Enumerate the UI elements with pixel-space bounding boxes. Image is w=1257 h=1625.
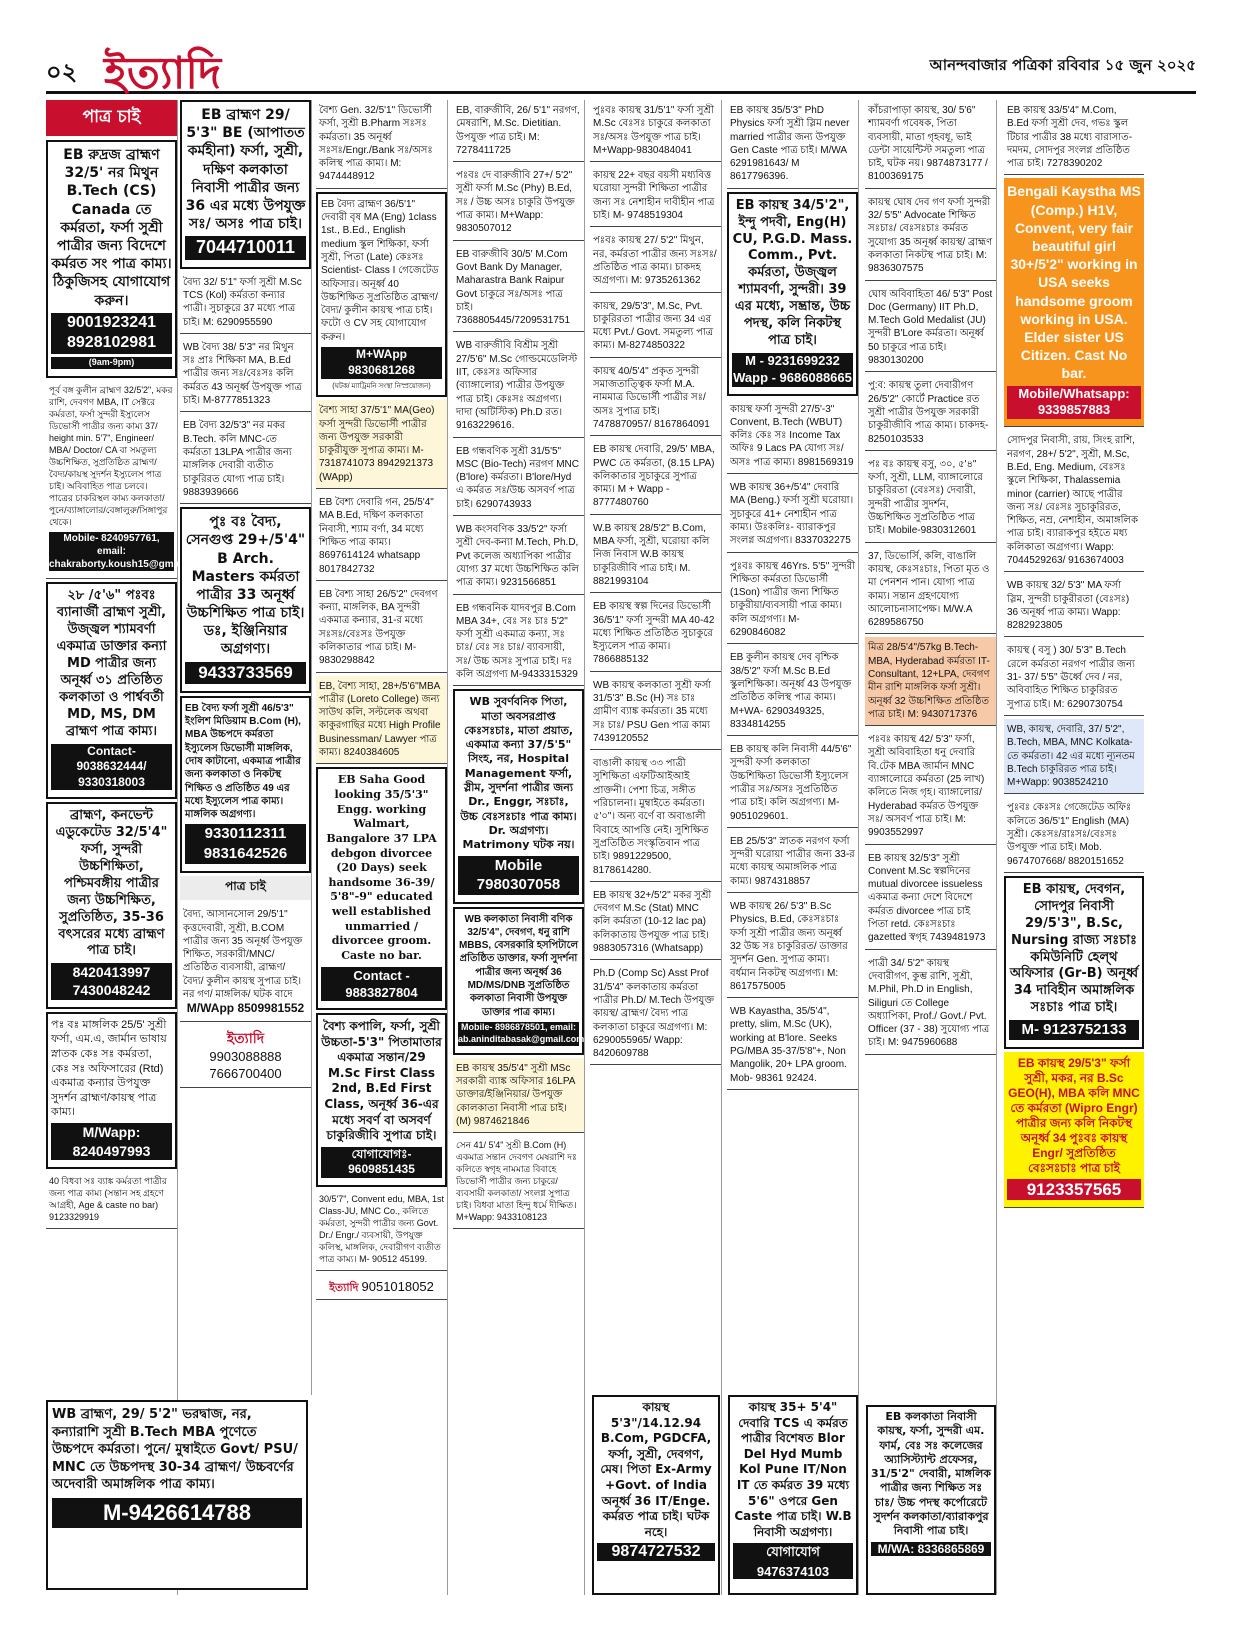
ad-text: বৈশ্য সাহা 37/5'1" MA(Geo) ফর্সা সুন্দরী ডিভোর্সী পাত্রীর জন্য উপযুক্ত সরকারী চাকুরীযুক্ত সুপাত্র কাম্য। M-7318741073 8942921373 (WApp): [319, 405, 435, 483]
column-5: [590, 100, 722, 1595]
office-title: ইত্যাদি: [329, 1281, 359, 1294]
ad-text: কায়স্থ 5'3"/14.12.94 B.Com, PGDCFA, ফর্সা, সুশ্রী, দেবগণ, মেষ। পিতা Ex-Army +Govt. of India অনূর্ধ্ব 36 IT/Enge. কর্মরত পাত্র চাই। ঘটক নহে।: [600, 1400, 712, 1539]
ad-text: পুঃবঃ কায়স্থ 31/5'1" ফর্সা সুশ্রী M.Sc বেঃসঃ চাকুরে কলকাতা সঃ/অসঃ উপযুক্ত পাত্র চাই। M+Wapp-9830484041: [593, 105, 714, 156]
ad-text: WB বারুজীবি বিশ্রীম সুশ্রী 27/5'6" M.Sc গোল্ডমেডেলিস্ট IIT, কেঃসঃ অফিসার (ব্যাঙ্গালোর) পাত্রীর উপযুক্ত পাত্র চাই। কেঃসঃ অগ্রগণ্য। দাদা (অটিস্টিক) Ph.D রত। 9163229616.: [456, 340, 578, 432]
ad-listing: [590, 885, 721, 960]
ad-text: EB বৈদ্য ব্রাহ্মণ 36/5'1" দেবারী বৃষ MA (Eng) 1class 1st., B.Ed., English medium স্কুল শিক্ষিকা, ফর্সা সুশ্রী, পিতা (Late) কেঃসঃ Scientist- Class I গেজেটেড অফিসার। অনূর্ধ্ব 40 উচ্চশিক্ষিত সুপ্রতিষ্ঠিত ব্রাহ্মণ/ বৈদ্য/ কুলীন কায়স্থ পাত্র চাই। ফটো ও CV সহ যোগাযোগ করুন।: [321, 198, 439, 343]
ad-listing: [46, 802, 177, 1008]
ad-text: EB কায়স্থ স্বল্প দিনের ডিভোর্সী 36/5'1" ফর্সা সুন্দরী MA 40-42 মধ্যে শিক্ষিত প্রতিষ্ঠিত সুচাকুরে ইস্যুলেস পাত্র কাম্য। 7866885132: [593, 601, 715, 666]
ad-listing-wide: [46, 1400, 308, 1590]
ad-listing: [590, 230, 721, 292]
ad-listing: [865, 192, 996, 281]
ad-listing: [865, 953, 996, 1055]
ad-listing: [727, 556, 858, 645]
ad-listing: [453, 1136, 584, 1229]
ad-text: EB কায়স্থ 32/5'3" সুশ্রী Convent M.Sc স্বল্পদিনের mutual divorcee issueless একমাত্র কন্যা দেশে বিদেশে কর্মরত divorcee পাত্র চাই পিতা retd. কেঃসঃচাঃ gazetted স্বগৃহ 7439481973: [868, 852, 986, 944]
ad-phone: Mobile 7980307058: [458, 856, 579, 895]
ad-listing: [590, 296, 721, 358]
ad-text: EB বারুজীবি 30/5' M.Com Govt Bank Dy Manager, Maharastra Bank Raipur Govt চাকুরে সঃ/অসঃ পাত্র চাই। 7368805445/7209531751: [456, 248, 571, 327]
ad-text: বৈশ্য Gen. 32/5'1" ডিভোর্সী ফর্সা, সুশ্রী B.Pharm সঃসঃ কর্মরতা। 35 অনূর্ধ্ব সঃসঃ/Engr./Bank সঃ/অসঃ কলিস্থ পাত্র কাম্য। M: 9474448912: [319, 105, 433, 183]
ad-phone: 9123357565: [1007, 1179, 1141, 1200]
ad-listing: [180, 337, 311, 412]
ad-text: WB Kayastha, 35/5'4", pretty, slim, M.Sc (UK), working at B'lore. Seeks PG/MBA 35-37/5'8"+, Non Mangolik, 20+ LPA groom. Mob- 98361 92424.: [730, 1006, 847, 1084]
ad-listing: [590, 100, 721, 162]
ad-listing: [46, 582, 177, 799]
column-4: [453, 100, 585, 1595]
ad-hours: (9am-9pm): [51, 357, 172, 369]
ad-phone: M/Wapp: 8240497993: [51, 1123, 172, 1160]
page-number: ০২: [46, 58, 78, 86]
ad-phone: 8420413997 7430048242: [51, 963, 172, 999]
ad-text: ২৮ /৫'৬" পঃবঃ ব্যানার্জী ব্রাহ্মণ সুশ্রী, উজ্জ্বল শ্যামবর্ণা একমাত্র ডাক্তার কন্যা MD পাত্রীর জন্য অনূর্ধ্ব ৩১ প্রতিষ্ঠিত কলকাতা ও পার্শ্ববর্তী MD, MS, DM ব্রাহ্মণ পাত্র কাম্য।: [56, 588, 167, 739]
ad-listing: [316, 400, 447, 489]
ad-listing: [727, 192, 858, 396]
ad-text: WB সুবর্ণবনিক পিতা, মাতা অবসরপ্রাপ্ত কেঃসঃচাঃ, মাতা প্রয়াত, একমাত্র কন্যা 37/5'5" সিংহ, নর, Hospital Management ফর্সা, স্লীম, সুদর্শনা পাত্রীর জন্য Dr., Enggr, সঃচাঃ, উচ্চ বেঃসঃচাঃ পাত্র কাম্য। Dr. অগ্রগণ্য। Matrimony ঘটক নয়।: [460, 695, 577, 852]
ad-text: EB গন্ধবণিক সুশ্রী 31/5'5" MSC (Bio-Tech) নরগণ MNC (B'lore) কর্মরতা। B'lore/Hyd এ কর্মরত সঃ/উচ্চ অসবর্ণ পাত্র চাই। 6290743933: [456, 445, 579, 510]
ad-text: EB কুলীন কায়স্থ দেব বৃশ্চিক 38/5'2" ফর্সা M.Sc B.Ed স্কুলশিক্ষিকা। অনূর্ধ্ব 43 উপযুক্ত প্রতিষ্ঠিত কলিস্থ পাত্র কাম্য। M+WA- 6290349325, 8334814255: [730, 652, 852, 730]
ad-text: কায়স্থ ( বসু ) 30/ 5'3" B.Tech রেলে কর্মরতা নরগণ পাত্রীর জন্য 31- 37/ 5'5" ঊর্ধ্বে দেব / নর, অবিবাহিত শিক্ষিত চাকুরিরত সুপাত্র চাই। M: 6290730754: [1007, 645, 1135, 710]
ad-listing: [316, 1190, 447, 1271]
ad-listing: [316, 1013, 447, 1187]
ad-text: WB বৈদ্য 38/ 5'3" নর মিথুন সঃ প্রাঃ শিক্ষিকা MA, B.Ed পাত্রীর জন্য সঃ/বেঃসঃ কলি কর্মরত 43 অনূর্ধ্ব উপযুক্ত পাত্র চাই। M-8777851323: [183, 341, 302, 407]
ad-contact: Mobile- 8986878501, email: ab.aninditabasak@gmail.com: [458, 1021, 585, 1044]
ad-listing: [316, 676, 447, 765]
ad-listing: [1004, 178, 1144, 427]
ad-text: কায়স্থ ফর্সা সুন্দরী 27/5'-3" Convent, B.Tech (WBUT) কলিঃ কেঃ সঃ Income Tax অফিঃ 9 Lacs PA যোগ্য সঃ/ অসঃ পাত্র কাম্য। 8981569319: [730, 403, 854, 468]
ad-listing: [727, 647, 858, 736]
ad-text: WB কায়স্থ 32/ 5'3" MA ফর্সা স্লিম, সুন্দরী চাকুরীরতা (বেঃসঃ) 36 অনূর্ধ্ব পাত্র কাম্য। Wapp: 8282923805: [1007, 580, 1130, 632]
ad-text: পূর্ব বঙ্গ কুলীন ব্রাহ্মণ 32/5'2", মকর রাশি, দেবগণ MBA, IT সেক্টরে কর্মরতা, ফর্সা সুন্দরী ইস্যুলেস ডিভোর্সী পাত্রীর জন্য কাম্য 37/ height min. 5'7", Engineer/ MBA/ Doctor/ CA বা সমতুল্য উচ্চশিক্ষিত, সুপ্রতিষ্ঠিত ব্রাহ্মণ/বৈদ্য/কায়স্থ সুদর্শন ইস্যুলেস পাত্র চাই। অবিবাহিত পাত্র চলবে। পাত্রের চাকরিস্থল কাম্য কলকাতা/পুনে/ব্যাঙ্গালোর/বেঙ্গালুরু/সিঙ্গাপুর থেকে।: [49, 384, 173, 527]
ad-text: EB গন্ধবনিক যাদবপুর B.Com MBA 34+, বেঃ সঃ চাঃ 5'2" ফর্সা সুশ্রী একমাত্র কন্যা, সঃ চাঃ/ বেঃ সঃ চাঃ/ ব্যাবসায়ী, সঃ/ উচ্চ অসঃ সুপাত্র চাই। দঃ কলি অগ্রগণ্য M-9433315329: [456, 602, 578, 680]
ad-text: কায়স্থ 40/5'4" প্রকৃত সুন্দরী সমাজতাত্ত্বিক ফর্সা M.A. নামমাত্র ডিভোর্সী পাত্রীর সঃ/অসঃ সুপাত্র চাই। 7478870957/ 8167864091: [593, 365, 710, 430]
ad-phone: 9330112311 9831642526: [185, 824, 306, 864]
ad-text: পঃ বঃ মাঙ্গলিক 25/5' সুশ্রী ফর্সা, এম.এ, জার্মান ভাষায় স্নাতক কেঃ সঃ কর্মরতা, কেঃ সঃ অফিসারের (Rtd) একমাত্র কন্যার উপযুক্ত সুদর্শন ব্রাহ্মণ/কায়স্থ পাত্র কাম্য।: [51, 1018, 167, 1119]
column-6: [727, 100, 859, 1595]
ad-phone: 7044710011: [185, 236, 306, 259]
ad-text: বৈদ্য, আসানসোল 29/5'1" কৃত্তদেবারী, সুশ্রী, B.COM পাত্রীর জন্য 35 অনূর্ধ্ব উপযুক্ত শিক্ষিত, সরকারী/MNC/ প্রতিষ্ঠিত ব্যবসায়ী, ব্রাহ্মণ/ বৈদ্য/ কুলীন কায়স্থ সুপাত্র চাই। নর গণ/ মাঙ্গলিক/ ঘটক বাদে: [183, 909, 303, 1001]
ad-listing: [453, 100, 584, 162]
ad-listing-bottom: [728, 1395, 858, 1595]
ad-text: সোদপুর নিবাসী, রায়, সিংহ রাশি, নরগণ, 28+/ 5'2", সুশ্রী, M.Sc, B.Ed, Eng. Medium, বেঃসঃ স্কুলে শিক্ষিকা, Thalassemia minor (carrier) আছে পাত্রীর জন্য সঃ/ বেঃসঃ সুচাকুরিরত, শিক্ষিত, নম্র, নেশাহীন, অমাঙ্গলিক পাত্র চাই। ব্যারাকপুর হইতে মধ্য কলিকাতা অগ্রগণ্য। Wapp: 7044529263/ 9163674003: [1007, 435, 1138, 566]
ad-text: EB কায়স্থ 34/5'2", ইন্দু পদবী, Eng(H) CU, P.G.D. Mass. Comm., Pvt. কর্মরতা, উজ্জ্বল শ্যামবর্ণা, সুন্দরী। 39 এর মধ্যে, সম্ভ্রান্ত, উচ্চ পদস্থ, কলি নিকটস্থ পাত্র চাই।: [732, 197, 853, 348]
ad-listing: [865, 100, 996, 189]
ad-listing: [453, 907, 584, 1055]
ad-listing: [180, 272, 311, 334]
ad-listing: [180, 415, 311, 504]
ad-listing: [727, 1001, 858, 1090]
ad-text: EB বৈশ্য সাহা 26/5'2" দেবগণ কন্যা, মাঙ্গলিক, BA সুন্দরী একমাত্র কন্যার, 31-র মধ্যে সঃসঃ/বেঃসঃ উপযুক্ত কলিকাতার পাত্র চাই। M- 9830298842: [319, 588, 438, 667]
ad-listing: [316, 100, 447, 189]
ad-listing: [865, 454, 996, 543]
ad-text: পঃ বঃ কায়স্থ বসু, ৩০, ৫'৪" ফর্সা, সুশ্রী, LLM, ব্যাঙ্গালোরে চাকুরিরতা (বেঃসঃ) দেবারী, সুন্দরী পাত্রীর সুদর্শন, উচ্চশিক্ষিত সুপ্রতিষ্ঠিত পাত্র চাই। Mobile-9830312601: [868, 458, 983, 537]
ad-listing: [865, 546, 996, 635]
ad-text: WB কায়স্থ কলকাতা সুশ্রী ফর্সা 31/5'3" B.Sc (H) সঃ চাঃ গ্রামীণ ব্যাঙ্ক কর্মরতা। 35 মধ্যে সঃ চাঃ/ PSU Gen পাত্র কাম্য 7439120552: [593, 679, 712, 744]
ad-listing: [46, 1012, 177, 1170]
ad-listing: [453, 689, 584, 903]
ad-text: EB 25/5'3" স্নাতক নরগণ ফর্সা সুন্দরী ঘরোয়া পাত্রীর জন্য 33-র মধ্যে কায়স্থ অমাঙ্গলিক পাত্র কাম্য। 9874318857: [730, 835, 855, 887]
ad-text: EB কায়স্থ 32+/5'2" মকর সুশ্রী দেবগণ M.Sc (Stat) MNC কলি কর্মরতা (10-12 lac pa) কলিকাতায় উপযুক্ত পাত্র চাই। 9883057316 (Whatsapp): [593, 889, 712, 955]
ad-phone: 9433733569: [185, 662, 306, 684]
ad-listing: [727, 896, 858, 998]
ad-listing: [453, 598, 584, 687]
ad-listing: [453, 441, 584, 516]
ad-phone: M+WApp 9830681268: [321, 347, 442, 379]
office-contact: [180, 1025, 311, 1087]
office-phone: 9051018052: [361, 1278, 434, 1294]
ad-text: পুঃবঃ কায়স্থ 46Yrs. 5'5" সুন্দরী শিক্ষিতা কর্মরতা ডিভোর্সী (1Son) পাত্রীর জন্য শিক্ষিত চাকুরীয়া/ব্যবসায়ী পাত্র কাম্য। কলি অগ্রগণ্য। M- 6290846082: [730, 560, 856, 639]
ad-text: EB, বারুজীবি, 26/ 5'1" নরগণ, মেষরাশি, M.Sc. Dietitian. উপযুক্ত পাত্র চাই। M: 7278411725: [456, 105, 580, 156]
ad-listing: [453, 519, 584, 594]
ad-text: EB কলকাতা নিবাসী কায়স্থ, ফর্সা, সুন্দরী এম. ফার্ম, বেঃ সঃ কলেজের অ্যাসিস্ট্যান্ট প্রফেসর, 31/5'2" দেবারী, মাঙ্গলিক পাত্রীর জন্য শিক্ষিত সঃ চাঃ/ উচ্চ পদস্থ কর্পোরেটে সুদর্শন কলকাতা/ব্যারাকপুর নিবাসী পাত্র চাই।: [871, 1410, 991, 1538]
ad-text: 37, ডিভোর্সি, কলি, বাঙালি কায়স্থ, কেঃসঃচাঃ, পিতা মৃত ও মা পেনশন পান। যোগ্য পাত্র কাম্য। সন্তান গ্রহণযোগ্য আলোচনাসাপেক্ষ। M/W.A 6289586750: [868, 550, 990, 629]
ad-text: 30/5'7", Convent edu, MBA, 1st Class-JU, MNC Co., কলিতে কর্মরতা, সুন্দরী পাত্রীর জন্য Govt. Dr./ Engr./ ব্যবসায়ী, উপযুক্ত কলিস্থ, মাঙ্গলিক, দেবারীগণ ব্যতীত পাত্র কাম্য। M- 90512 45199.: [319, 1194, 444, 1264]
ad-text: কায়স্থ, 29/5'3", M.Sc, Pvt. চাকুরিরতা পাত্রীর জন্য 34 এর মধ্যে Pvt./ Govt. সমতুল্য পাত্র কাম্য। M-8274850322: [593, 300, 714, 352]
ad-listing: [1004, 1052, 1144, 1208]
ad-listing: [865, 637, 996, 726]
ad-listing: [590, 596, 721, 671]
ad-note: (ঘটক/ ম্যাট্রিমনি সংস্থা নিস্প্রয়োজন): [332, 382, 431, 390]
ad-listing: [727, 100, 858, 189]
ad-text: EB ব্রাহ্মণ 29/ 5'3" BE (আপাতত কর্মহীনা) ফর্সা, সুশ্রী, দক্ষিণ কলকাতা নিবাসী পাত্রীর জন্য 36 এর মধ্যে উপযুক্ত সঃ/ অসঃ পাত্র চাই।: [185, 107, 306, 233]
ad-text: ঘোষ অবিবাহিতা 46/ 5'3" Post Doc (Germany) IIT Ph.D, M.Tech Gold Medalist (JU) সুন্দরী B'Lore কর্মরতা। অনূর্ধ্ব 50 চাকুরে পাত্র চাই। 9830130200: [868, 288, 993, 367]
ad-text: পাত্রী 34/ 5'2" কায়স্থ দেবারীগণ, কুম্ভ রাশি, সুশ্রী, M.Phil, Ph.D in English, Siliguri তে College অধ্যাপিকা, Prof./ Govt./ Pvt. Officer (37 - 38) সুযোগ্য পাত্র চাই। M: 9475960688: [868, 957, 990, 1049]
dateline: আনন্দবাজার পত্রিকা রবিবার ১৫ জুন ২০২৫: [929, 56, 1196, 74]
column-3: [316, 100, 448, 1595]
ad-listing: [590, 675, 721, 750]
ad-listing: [180, 904, 311, 1022]
ad-text: EB Saha Good looking 35/5'3" Engg. working Walmart, Bangalore 37 LPA debgon divorcee (20 Days) seek handsome 36-39/ 5'8"-9" educated well established unmarried / divorcee groom. Caste no bar.: [326, 773, 437, 962]
ad-contact: Contact- 9038632444/ 9330318003: [51, 744, 172, 791]
office-phone: 7666700400: [209, 1066, 282, 1082]
ad-text: ব্রাহ্মণ, কনভেন্ট এডুকেটেড 32/5'4" ফর্সা, সুন্দরী উচ্চশিক্ষিতা, পশ্চিমবঙ্গীয় পাত্রীর জন্য উচ্চশিক্ষিত, সুপ্রতিষ্ঠিত, 35-36 বৎসরের মধ্যে ব্রাহ্মণ পাত্র চাই।: [55, 808, 168, 959]
ad-text: পুঃ বঃ বৈদ্য, সেনগুপ্ত 29+/5'4" B Arch. Masters কর্মরতা পাত্রীর 33 অনূর্ধ্ব উচ্চশিক্ষিত পাত্র চাই। ডঃ, ইঞ্জিনিয়ার অগ্রগণ্য।: [185, 514, 306, 658]
ad-text: কায়স্থ 22+ বছর বয়সী মধ্যবিত্ত ঘরোয়া সুন্দরী শিক্ষিতা পাত্রীর জন্য সঃ নেশাহীন দাবীহীন পাত্র চাই। M- 9748519304: [593, 170, 715, 222]
ad-listing: [590, 963, 721, 1065]
ad-listing: [590, 753, 721, 882]
ad-phone: Contact - 9883827804: [321, 967, 442, 1002]
office-contact: [316, 1274, 447, 1301]
section-title: পাত্র চাই: [46, 100, 177, 136]
ad-listing: [46, 140, 177, 378]
ad-listing: [1004, 876, 1144, 1049]
ad-listing: [46, 381, 209, 580]
ad-listing: [316, 192, 447, 397]
ad-text: WB, কায়স্থ, দেবারি, 37/ 5'2", B.Tech, MBA, MNC Kolkata-তে কর্মরতা। 42 এর মধ্যে ন্যূনতম B.Tech চাকুরিরত পাত্র চাই। M+Wapp: 9038524210: [1007, 723, 1135, 789]
ad-text: পু:ব: কায়স্থ তুলা দেবারীগণ 26/5'2" কোর্টে Practice রত সুশ্রী পাত্রীর উপযুক্ত সরকারী চাকুরীজীবি পাত্র কাম্য। চাকদহ- 8250103533: [868, 380, 989, 445]
ad-text: EB কায়স্থ দেবারি, 29/5' MBA, PWC তে কর্মরতা, (8.15 LPA) কলিকাতার সুচাকুরে সুপাত্র কাম্য। M + Wapp - 8777480760: [593, 444, 715, 509]
ad-listing: [1004, 430, 1144, 572]
ad-text: বৈশ্য কপালি, ফর্সা, সুশ্রী উচ্চতা-5'3" পিতামাতার একমাত্র সন্তান/29 M.Sc First Class 2nd, B.Ed First Class, অনূর্ধ্ব 36-এর মধ্যে সবর্ণ বা অসবর্ণ চাকুরিজীবি সুপাত্র চাই।: [321, 1019, 442, 1143]
ad-listing: [1004, 100, 1144, 175]
ad-listing: [590, 439, 721, 514]
column-8: [1004, 100, 1144, 1595]
ad-listing: [727, 399, 858, 474]
section-brand: ইত্যাদি: [104, 48, 222, 99]
column-2: [180, 100, 312, 1395]
ad-phone: 9001923241 8928102981: [51, 313, 172, 355]
ad-listing: [180, 100, 311, 269]
ad-text: EB কায়স্থ 35/5'4" সুশ্রী MSc সরকারী ব্যাঙ্ক অফিসার 16LPA ডাক্তার/ইঞ্জিনিয়ার/ উপযুক্ত কোলকাতা নিবাসী পাত্র চাই। (M) 9874621846: [456, 1062, 575, 1128]
ad-listing: [1004, 797, 1144, 872]
ad-text: কায়স্থ 35+ 5'4" দেবারি TCS এ কর্মরত পাত্রীর বিশেষত Blor Del Hyd Mumb Kol Pune IT/Non IT তে কর্মরত 39 মধ্যে 5'6" ওপরে Gen Caste পাত্র চাই। W.B নিবাসী অগ্রগণ্য।: [734, 1400, 852, 1539]
ad-text: EB বৈদ্য 32/5'3" নর মকর B.Tech. কলি MNC-তে কর্মরতা 13LPA পাত্রীর জন্য মাঙ্গলিক দেবারী ব্যতীত চাকুরিরত যোগ্য পাত্র চাই। 9883939666: [183, 420, 292, 498]
ad-text: EB কায়স্থ 33/5'4" M.Com, B.Ed ফর্সা সুশ্রী দেব, গভঃ স্কুল টিচার পাত্রীর 38 মধ্যে বারাসাত-দমদম, সোদপুর সংলগ্ন প্রতিষ্ঠিত পাত্র চাই। 7278390202: [1007, 105, 1133, 170]
ad-text: EB কায়স্থ কলি নিবাসী 44/5'6" সুন্দরী ফর্সা কলকাতা উচ্চশিক্ষিতা ডিভোর্সী ইস্যুলেস পাত্রীর সঃ/অসঃ সুপ্রতিষ্ঠিত পাত্র চাই। কলি অগ্রগণ্য। M-9051029601.: [730, 744, 852, 822]
ad-contact: Mobile- 8240957761, email: chakraborty.koush15@gmail.com: [49, 532, 209, 571]
ad-phone: যোগাযোগঃ- 9609851435: [321, 1147, 442, 1178]
ad-listing: [453, 1058, 584, 1133]
ad-text: WB কলকাতা নিবাসী বণিক 32/5'4", দেবগণ, ধনু রাশি MBBS, বেসরকারি হসপিটালে প্রতিষ্ঠিত ডাক্তার, ফর্সা সুদর্শনা পাত্রীর জন্য অনূর্ধ্ব 36 MD/MS/DNB সুপ্রতিষ্ঠিত কলকাতা নিবাসী উপযুক্ত ডাক্তার পাত্র কাম্য।: [458, 913, 579, 1018]
ad-listing-bottom: [866, 1405, 996, 1595]
column-1: [46, 100, 209, 1595]
ad-text: সেন 41/ 5'4" সুশ্রী B.Com (H) একমাত্র সন্তান দেবগণ মেষরাশি দঃ কলিতে স্বগৃহ নামমাত্র বিবাহে ডিভোর্সী পাত্রীর জন্য চাকুরে/ ব্যবসায়ী কলকাতা/ সংলগ্ন সুপাত্র চাই। বিধবা মাতা হিন্দু ধর্মে দীক্ষিত। M+Wapp: 9433108123: [456, 1140, 577, 1223]
ad-text: EB বৈদ্য ফর্সা সুশ্রী 46/5'3" ইংলিশ মিডিয়াম B.Com (H), MBA উচ্চপদে কর্মরতা ইস্যুলেস ডিভোর্সী মাঙ্গলিক, দোষ কাটানো, একমাত্র পাত্রীর জন্য কলকাতা ও নিকটস্থ শিক্ষিত ও প্রতিষ্ঠিত 49 এর মধ্যে ইস্যুলেস পাত্র কাম্য। মাঙ্গলিক অগ্রগণ্য।: [185, 702, 301, 821]
ad-listing: [590, 518, 721, 593]
ad-listing: [453, 244, 584, 333]
ad-text: Bengali Kaystha MS (Comp.) H1V, Convent, very fair beautiful girl 30+/5'2" working in USA seeks handsome groom working in USA. Elder sister US Citizen. Cast No bar.: [1007, 183, 1141, 382]
ad-text: WB কায়স্থ 26/ 5'3" B.Sc Physics, B.Ed, কেঃসঃচাঃ ফর্সা সুশ্রী পাত্রীর জন্য অনূর্ধ্ব 32 উচ্চ সঃ চাকুরিরত/ ডাক্তার সুদর্শন Gen. সুপাত্র কাম্য। বর্ধমান নিকটস্থ অগ্রগণ্য। M: 8617575005: [730, 901, 848, 992]
ad-text: Ph.D (Comp Sc) Asst Prof 31/5'4" কলকাতায় কর্মরতা পাত্রীর Ph.D/ M.Tech উপযুক্ত কায়স্থ/ ব্রাহ্মণ/ বৈদ্য পাত্র কলকাতা চাকুরে অগ্রগণ্য। M: 6290055965/ Wapp: 8420609788: [593, 968, 715, 1060]
ad-text: বৈদ্য 32/ 5'1" ফর্সা সুশ্রী M.Sc TCS (Kol) কর্মরতা কন্যার পাত্রী। সুচাকুরে 37 মধ্যে পাত্র চাই। M: 6290955590: [183, 276, 302, 328]
ad-text: পঃবঃ দে বারুজীবি 27+/ 5'2" সুশ্রী ফর্সা M.Sc (Phy) B.Ed, সঃ / উচ্চ অসঃ চাকুরি উপযুক্ত পাত্র কাম্য। M+Wapp: 9830507012: [456, 170, 575, 235]
ad-text: EB, বৈশ্য সাহা, 28+/5'6"MBA পাত্রীর (Loreto College) জন্য সাউথ কলি, সল্টলেক অথবা কাকুরগাছির মধ্যে High Profile Businessman/ Lawyer পাত্র কাম্য। 8240384605: [319, 680, 441, 759]
ad-text: পুঃবঃ কেঃসঃ গেজেটেড অফিঃ কলিতে 36/5'1" English (MA) সুশ্রী। কেঃসঃ/রাঃসঃ/বেঃসঃ উপযুক্ত পাত্র চাই। Mob. 9674707668/ 8820151652: [1007, 802, 1132, 867]
ad-listing: [316, 584, 447, 673]
ad-text: WB ব্রাহ্মণ, 29/ 5'2" ভরদ্বাজ, নর, কন্যারাশি সুশ্রী B.Tech MBA পুণেতে উচ্চপদে কর্মরতা। পুনে/ মুম্বাইতে Govt/ PSU/ MNC তে উচ্চপদস্থ 30-34 ব্রাহ্মণ/ উচ্চবর্ণের অদেবারী অমাঙ্গলিক পাত্র কাম্য।: [52, 1407, 298, 1493]
ad-listing: [180, 507, 311, 693]
ad-text: কাঁচরাপাড়া কায়স্থ, 30/ 5'6" শ্যামবর্ণা গবেষক, পিতা ব্যবসায়ী, মাতা গৃহবধূ, ভাই ডেন্টা সায়েন্টিস্ট সমতুল্য পাত্র চাই, ঘটক নয়। 9874873177 / 8100369175: [868, 105, 988, 183]
ad-text: WB কংসবণিক 33/5'2" ফর্সা সুশ্রী দেব-কন্যা M.Tech, Ph.D, Pvt কলেজ অধ্যাপিকা পাত্রীর যোগ্য 37 মধ্যে উচ্চশিক্ষিত কলি পাত্র কাম্য। 9231566851: [456, 524, 579, 589]
ad-text: EB কায়স্থ 35/5'3" PhD Physics ফর্সা সুশ্রী স্লিম never married পাত্রীর জন্য উপযুক্ত Gen Caste পাত্র চাই। M/WA 6291981643/ M 8617796396.: [730, 105, 850, 183]
section-title: পাত্র চাই: [180, 876, 311, 900]
office-phone: 9903088888: [209, 1048, 282, 1064]
ad-text: EB কায়স্থ, দেবগন, সোদপুর নিবাসী 29/5'3", B.Sc, Nursing রাজ্য সঃচাঃ কমিউনিটি হেল্থ অফিসার (Gr-B) অনূর্ধ্ব 34 দাবিহীন অমাঙ্গলিক সঃচাঃ পাত্র চাই।: [1009, 881, 1139, 1016]
ad-listing: [1004, 575, 1144, 637]
ad-phone: M/WA: 8336865869: [871, 1542, 991, 1556]
ad-listing: [727, 739, 858, 828]
ad-listing: [1004, 640, 1144, 715]
ad-listing: [865, 848, 996, 950]
ad-listing: [453, 335, 584, 437]
ad-text: EB রুদ্রজ ব্রাহ্মণ 32/5' নর মিথুন B.Tech (CS) Canada তে কর্মরতা, ফর্সা সুশ্রী পাত্রীর জন্য বিদেশে কর্মরত সং পাত্র কাম্য। ঠিকুজিসহ যোগাযোগ করুন।: [51, 147, 172, 309]
ad-text: EB বৈশ্য দেবারি গন, 25/5'4" MA B.Ed, দক্ষিণ কলকাতা নিবাসী, শ্যাম বর্ণা, 34 মধ্যে শিক্ষিত পাত্র কাম্য। 8697614124 whatsapp 8017842732: [319, 497, 434, 575]
ad-listing: [590, 361, 721, 436]
column-7: [865, 100, 997, 1595]
ad-listing: [727, 477, 858, 552]
ad-listing: [590, 165, 721, 227]
ad-listing: [1004, 719, 1144, 794]
ad-text: 40 বিধবা সঃ ব্যাঙ্ক কর্মরতা পাত্রীর জন্য পাত্র কাম্য (সন্তান সহ গ্রহণে আগ্রহী, Age & caste no bar) 9123329919: [49, 1176, 167, 1223]
ad-text: W.B কায়স্থ 28/5'2" B.Com, MBA ফর্সা, সুশ্রী, ঘরোয়া কলি নিজ নিবাস W.B কায়স্থ চাকুরিজীবি পাত্র চাই। M. 8821993104: [593, 522, 710, 587]
ad-listing-bottom: [592, 1395, 720, 1595]
ad-phone: M/WApp 8509981552: [186, 1001, 305, 1016]
ad-phone: 9874727532: [597, 1543, 715, 1561]
ad-text: WB কায়স্থ 36+/5'4" দেবারি MA (Beng.) ফর্সা সুশ্রী ঘরোয়া। সুচাকুরে 41+ নেশাহীন পাত্র কাম্য। উঃকলিঃ- ব্যারাকপুর সংলগ্ন অগ্রগণ্য। 8337032275: [730, 482, 854, 547]
ad-phone: যোগাযোগ 9476374103: [733, 1543, 853, 1579]
ad-listing: [453, 165, 584, 240]
ad-text: EB কায়স্থ 29/5'3" ফর্সা সুশ্রী, মকর, নর B.Sc GEO(H), MBA কলি MNC তে কর্মরতা (Wipro Engr) পাত্রীর জন্য কলি নিকটস্থ অনূর্ধ্ব 34 পুঃবঃ কায়স্থ Engr/ সুপ্রতিষ্ঠিত বেঃসঃচাঃ পাত্র চাই: [1008, 1055, 1140, 1175]
ad-listing: [316, 492, 447, 581]
ad-text: মিত্র 28/5'4"/57kg B.Tech-MBA, Hyderabad কর্মরতা IT-Consultant, 12+LPA, দেবগণ মীন রাশি মাঙ্গলিক ফর্সা সুশ্রী। অনূর্ধ্ব 32 উচ্চশিক্ষিত প্রতিষ্ঠিত পাত্র চাই। M: 9430717376: [868, 642, 990, 720]
ad-listing: [865, 729, 996, 844]
ad-listing: [316, 767, 447, 1010]
ad-listing: [727, 831, 858, 893]
ad-listing: [46, 1172, 177, 1229]
ad-text: পঃবঃ কায়স্থ 42/ 5'3" ফর্সা, সুশ্রী অবিবাহিতা ধনু দেবারি বি.টেক MBA জার্মান MNC ব্যাঙ্গালোরে কর্মরতা (25 লাখ) কলিতে নিজ গৃহ। ব্যাঙ্গালোর/ Hyderabad কর্মরত উপযুক্ত সঃ/ অসবর্ণ পাত্র চাই। M: 9903552997: [868, 734, 985, 839]
ad-phone: M-9426614788: [52, 1498, 302, 1528]
ad-phone: M - 9231699232 Wapp - 9686088665: [733, 352, 852, 385]
ad-text: কায়স্থ ঘোষ দেব গণ ফর্সা সুন্দরী 32/ 5'5" Advocate শিক্ষিত সঃচাঃ/ বেঃসঃচাঃ কর্মরত সুযোগ্য 35 অনূর্ধ্ব কায়স্থ/ ব্রাহ্মণ কলকাতা নিকটস্থ পাত্র চাই। M: 9836307575: [868, 196, 993, 275]
ad-text: বাঙালী কায়স্থ ৩৩ পাত্রী সুশিক্ষিতা এফটিআইআই প্রাক্তনী। পেশা চিত্র, সঙ্গীত পরিচালনা। মুম্বাইতে কর্মরতা। ৫'০"। অন্য বর্ণে বা অবাঙালী বিবাহে আপত্তি নেই। সুশিক্ষিত সুপ্রতিষ্ঠিত সংস্কৃতিবান পাত্র চাই। 9891229500, 8178614280.: [593, 758, 709, 876]
ad-listing: [180, 696, 311, 874]
ad-text: পঃবঃ কায়স্থ 27/ 5'2" মিথুন, নর, কর্মরতা পাত্রীর জন্য সঃসঃ/ প্রতিষ্ঠিত পাত্র কাম্য। চাকদহ অগ্রগণ্য। M: 9735261362: [593, 235, 717, 287]
office-title: ইত্যাদি: [226, 1030, 265, 1047]
ad-phone: M- 9123752133: [1009, 1020, 1139, 1040]
ad-listing: [865, 375, 996, 450]
ad-phone: Mobile/Whatsapp: 9339857883: [1007, 386, 1141, 420]
ad-listing: [865, 284, 996, 373]
masthead: [46, 40, 1196, 99]
